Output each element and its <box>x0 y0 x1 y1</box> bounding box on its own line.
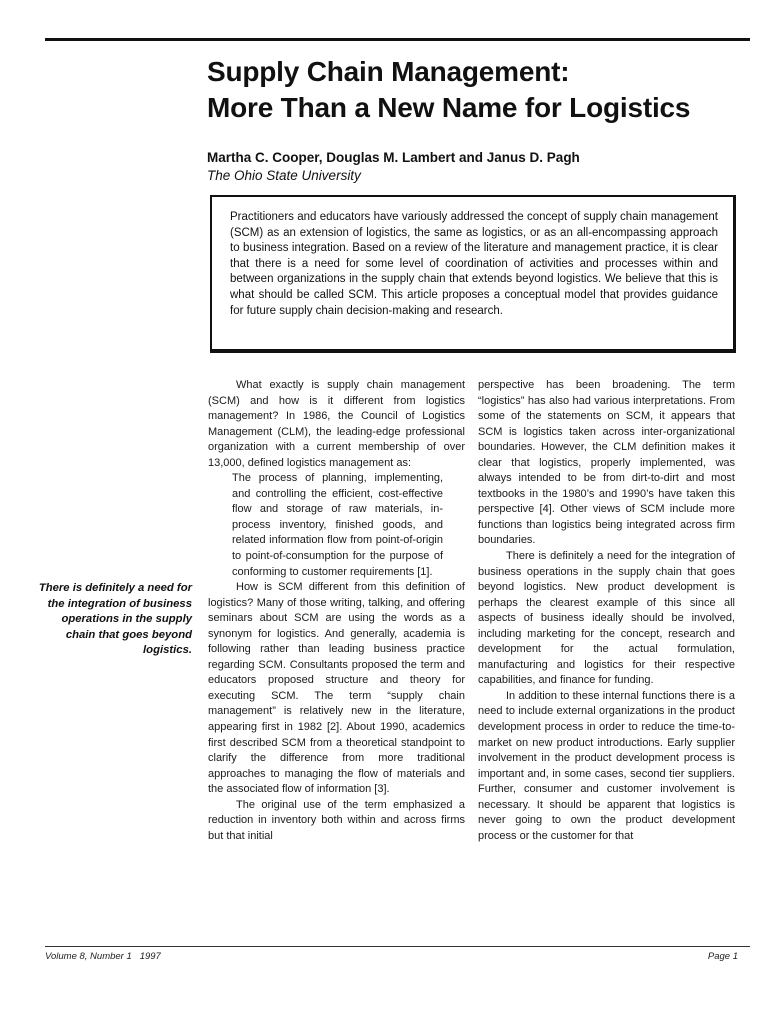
title-line-2: More Than a New Name for Logistics <box>207 92 691 123</box>
paragraph: The original use of the term emphasized a reduction in inventory both within and across firms but that initial <box>208 798 465 842</box>
abstract-text: Practitioners and educators have variously addressed the concept of supply chain management (SCM) as an extension of logistics, the same as logistics, or as an all-encompassing approach to business integration. Based on a review of the literature and management practice, it is clear that there is a need for some level of coordination of activities and processes within and between organizations in the supply chain that extends beyond logistics. We believe that this is what should be called SCM. This article proposes a conceptual model that provides guidance for future supply chain decision-making and research. <box>230 211 718 317</box>
top-rule <box>45 38 750 41</box>
page-number: Page 1 <box>707 951 738 962</box>
paragraph: In addition to these internal functions there is a need to include external organizations in the product development process in order to reduce the time-to-market on new product introductions. Early supplier involvement in the product development process is important and, in some cases, second tier suppliers. Further, consumer and customer involvement is necessary. It should be apparent that logistics is never going to own the product development process or the customer for that <box>478 689 735 842</box>
article-title <box>207 54 747 126</box>
block-quote: The process of planning, implementing, and controlling the efficient, cost-effective flow and storage of raw materials, in-process inventory, finished goods, and related information flow from point-of-origin to point-of-consumption for the purpose of conforming to customer requirements [1]. <box>232 472 443 578</box>
footer-volume <box>45 951 161 962</box>
author-list: Martha C. Cooper, Douglas M. Lambert and Janus D. Pagh <box>207 150 580 165</box>
paragraph: How is SCM different from this definition of logistics? Many of those writing, talking, and offering seminars about SCM are using the words as a synonym for logistics. And generally, academia is following rather than leading business practice regarding SCM. Consultants proposed the term and educators proposed structure and theory for executing SCM. The term “supply chain management” is relatively new in the literature, appearing first in 1982 [2]. About 1990, academics first described SCM from a theoretical standpoint to clarify the difference from more traditional approaches to managing the flow of materials and the associated flow of information [3]. <box>208 581 465 796</box>
affiliation: The Ohio State University <box>207 168 361 183</box>
pull-quote: There is definitely a need for the integration of business operations in the supply chain that goes beyond logistics. <box>38 582 192 656</box>
bottom-rule <box>45 946 750 947</box>
year-label: 1997 <box>139 951 161 962</box>
volume-label: Volume 8, Number 1 <box>45 951 132 962</box>
left-column <box>208 378 465 844</box>
paragraph: What exactly is supply chain management (SCM) and how is it different from logistics management? In 1986, the Council of Logistics Management (CLM), the leading-edge professional organization with a current membership of over 13,000, defined logistics management as: <box>208 379 465 469</box>
title-line-1: Supply Chain Management: <box>207 56 570 87</box>
paragraph: There is definitely a need for the integration of business operations in the supply chain that goes beyond logistics. New product development is perhaps the clearest example of this since all aspects of business ideally should be involved, including marketing for the concept, research and development for the actual formulation, manufacturing and logistics for their respective capabilities, and finance for funding. <box>478 550 735 687</box>
right-column <box>478 378 735 844</box>
paragraph: perspective has been broadening. The term “logistics” has also had various interpretations. From some of the statements on SCM, it appears that SCM is logistics taken across inter-organizational boundaries. However, the CLM definition makes it clear that logistics, properly implemented, was always intended to be from dirt-to-dirt and most textbooks in the 1980’s and 1990’s have taken this perspective [4]. Other views of SCM include more functions than logistics being integrated across firm boundaries. <box>478 379 735 547</box>
abstract-box <box>210 195 736 353</box>
